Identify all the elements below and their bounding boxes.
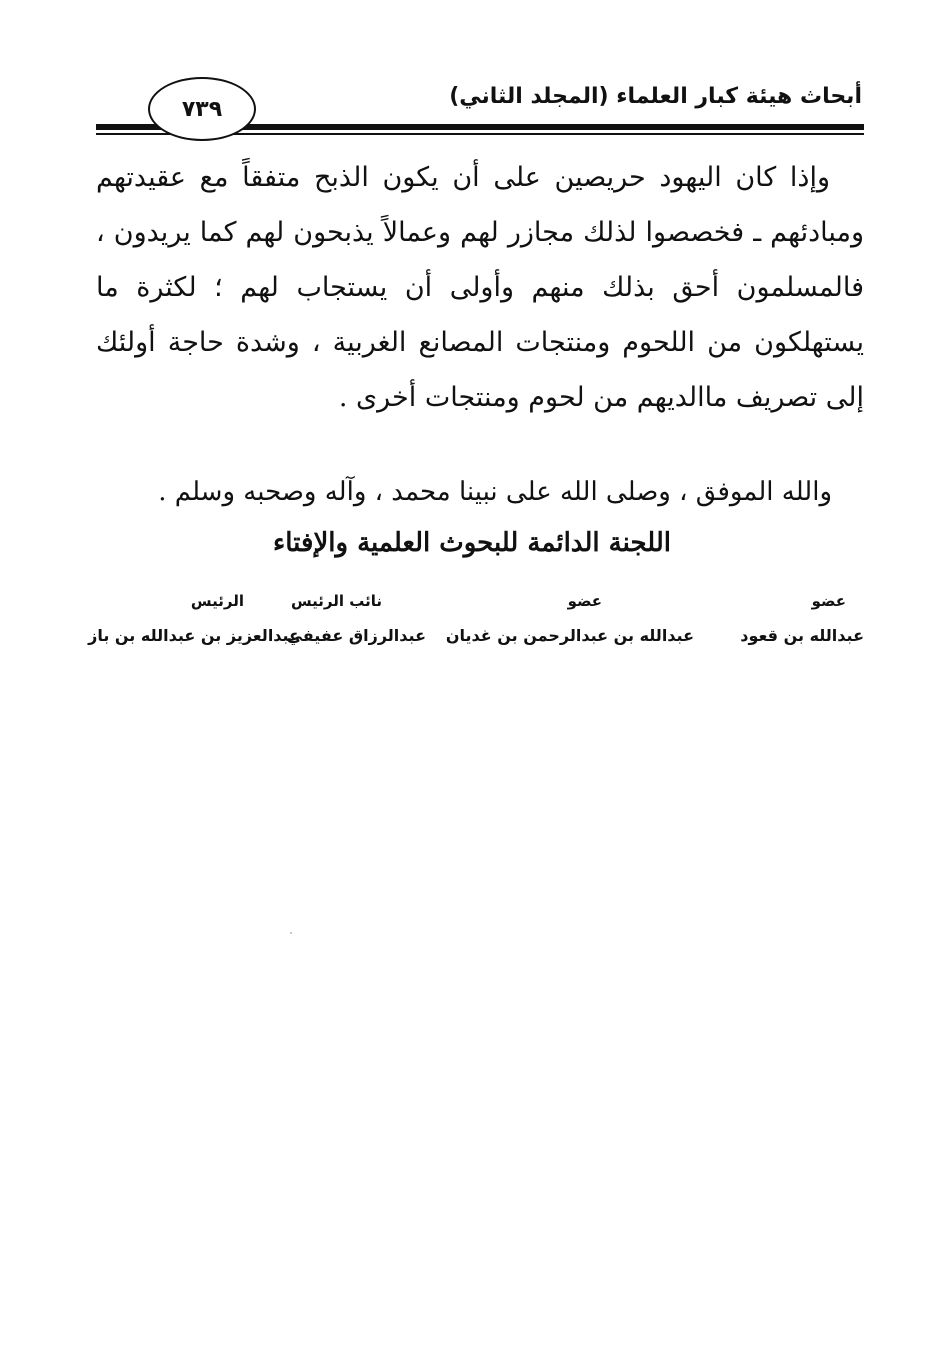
signatory-name: عبدالله بن قعود	[740, 626, 864, 645]
committee-name: اللجنة الدائمة للبحوث العلمية والإفتاء	[273, 528, 671, 558]
signatory-name: عبدالعزيز بن عبدالله بن باز	[88, 626, 300, 645]
scan-speck	[290, 932, 292, 934]
running-title: أبحاث هيئة كبار العلماء (المجلد الثاني)	[449, 84, 862, 109]
signatory-title: عضو	[811, 592, 846, 610]
body-text	[96, 150, 864, 425]
signatory-name: عبدالرزاق عفيفي	[286, 626, 426, 645]
page-number-oval	[148, 77, 256, 141]
closing-statement: والله الموفق ، وصلى الله على نبينا محمد ، وآله وصحبه وسلم .	[158, 477, 832, 507]
signatory-title: الرئيس	[190, 592, 244, 610]
page-header	[0, 0, 944, 160]
body-paragraph: وإذا كان اليهود حريصين على أن يكون الذبح متفقاً مع عقيدتهم ومبادئهم ـ فخصصوا لذلك مجازر لهم وعمالاً يذبحون لهم كما يريدون ، فالمسلمون أحق بذلك منهم وأولى أن يستجاب لهم ؛ لكثرة ما يستهلكون من اللحوم ومنتجات المصانع الغربية ، وشدة حاجة أولئك إلى تصريف ماالديهم من لحوم ومنتجات أخرى .	[96, 162, 864, 413]
page-number: ٧٣٩	[181, 96, 223, 122]
signatory-title: نائب الرئيس	[290, 592, 382, 610]
signatory-name: عبدالله بن عبدالرحمن بن غديان	[445, 626, 694, 645]
signatory-title: عضو	[567, 592, 602, 610]
